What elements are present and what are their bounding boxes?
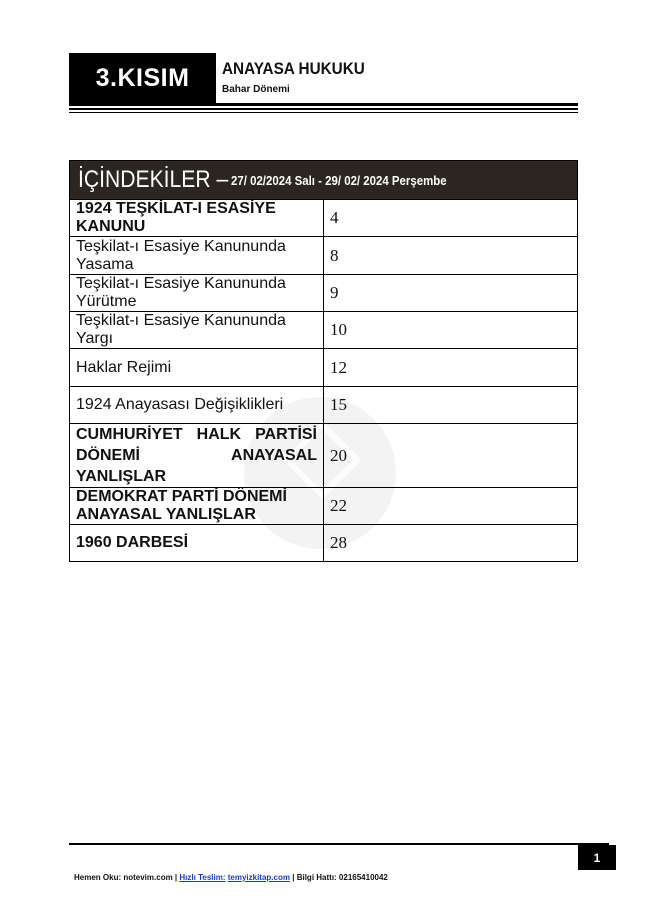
table-row[interactable] <box>70 424 578 488</box>
table-row[interactable] <box>70 237 578 275</box>
toc-entry-title[interactable]: Teşkilat-ı Esasiye Kanununda Yargı <box>70 312 324 349</box>
table-row[interactable] <box>70 387 578 424</box>
table-of-contents <box>69 160 578 562</box>
toc-entry-title[interactable]: Teşkilat-ı Esasiye Kanununda Yürütme <box>70 275 324 312</box>
toc-entry-title[interactable]: Teşkilat-ı Esasiye Kanununda Yasama <box>70 237 324 275</box>
footer-read-text: Hemen Oku: notevim.com <box>74 873 173 882</box>
section-label: 3.KISIM <box>69 53 216 103</box>
footer-separator: | <box>292 873 295 882</box>
table-row[interactable] <box>70 349 578 387</box>
toc-heading: İÇİNDEKİLER – <box>78 166 229 193</box>
toc-entry-page: 4 <box>324 200 578 237</box>
toc-entry-page: 15 <box>324 387 578 424</box>
toc-entry-title[interactable]: 1960 DARBESİ <box>70 525 324 562</box>
term-label: Bahar Dönemi <box>222 84 290 95</box>
toc-entry-title[interactable]: 1924 TEŞKİLAT-I ESASİYE KANUNU <box>70 200 324 237</box>
footer-info-line: Bilgi Hattı: 02165410042 <box>296 873 388 882</box>
toc-entry-title[interactable]: Haklar Rejimi <box>70 349 324 387</box>
toc-entry-title[interactable]: CUMHURİYET HALK PARTİSİ DÖNEMİ ANAYASAL YANLIŞLAR <box>70 424 324 488</box>
footer-rule <box>69 843 609 845</box>
table-row[interactable] <box>70 275 578 312</box>
toc-entry-page: 22 <box>324 488 578 525</box>
table-row[interactable] <box>70 312 578 349</box>
table-row[interactable] <box>70 488 578 525</box>
toc-entry-page: 20 <box>324 424 578 488</box>
table-row[interactable] <box>70 200 578 237</box>
toc-entry-page: 28 <box>324 525 578 562</box>
toc-header <box>70 161 577 199</box>
toc-entry-title[interactable]: DEMOKRAT PARTİ DÖNEMİ ANAYASAL YANLIŞLAR <box>70 488 324 525</box>
toc-entry-title[interactable]: 1924 Anayasası Değişiklikleri <box>70 387 324 424</box>
header-rule-thick <box>69 103 578 106</box>
header-rule-thin <box>69 112 578 113</box>
footer-fast-delivery-label[interactable]: Hızlı Teslim: <box>179 873 226 882</box>
course-title: ANAYASA HUKUKU <box>222 59 365 78</box>
toc-date-range: 27/ 02/2024 Salı - 29/ 02/ 2024 Perşembe <box>230 172 447 188</box>
toc-entry-page: 12 <box>324 349 578 387</box>
page-number: 1 <box>578 845 616 870</box>
footer-info <box>74 873 388 882</box>
footer-separator: | <box>174 873 178 882</box>
toc-entry-page: 9 <box>324 275 578 312</box>
footer-fast-delivery-link[interactable]: temyizkitap.com <box>227 873 290 882</box>
header-rule-mid <box>69 108 578 110</box>
toc-entry-page: 10 <box>324 312 578 349</box>
table-row[interactable] <box>70 525 578 562</box>
toc-entry-page: 8 <box>324 237 578 275</box>
